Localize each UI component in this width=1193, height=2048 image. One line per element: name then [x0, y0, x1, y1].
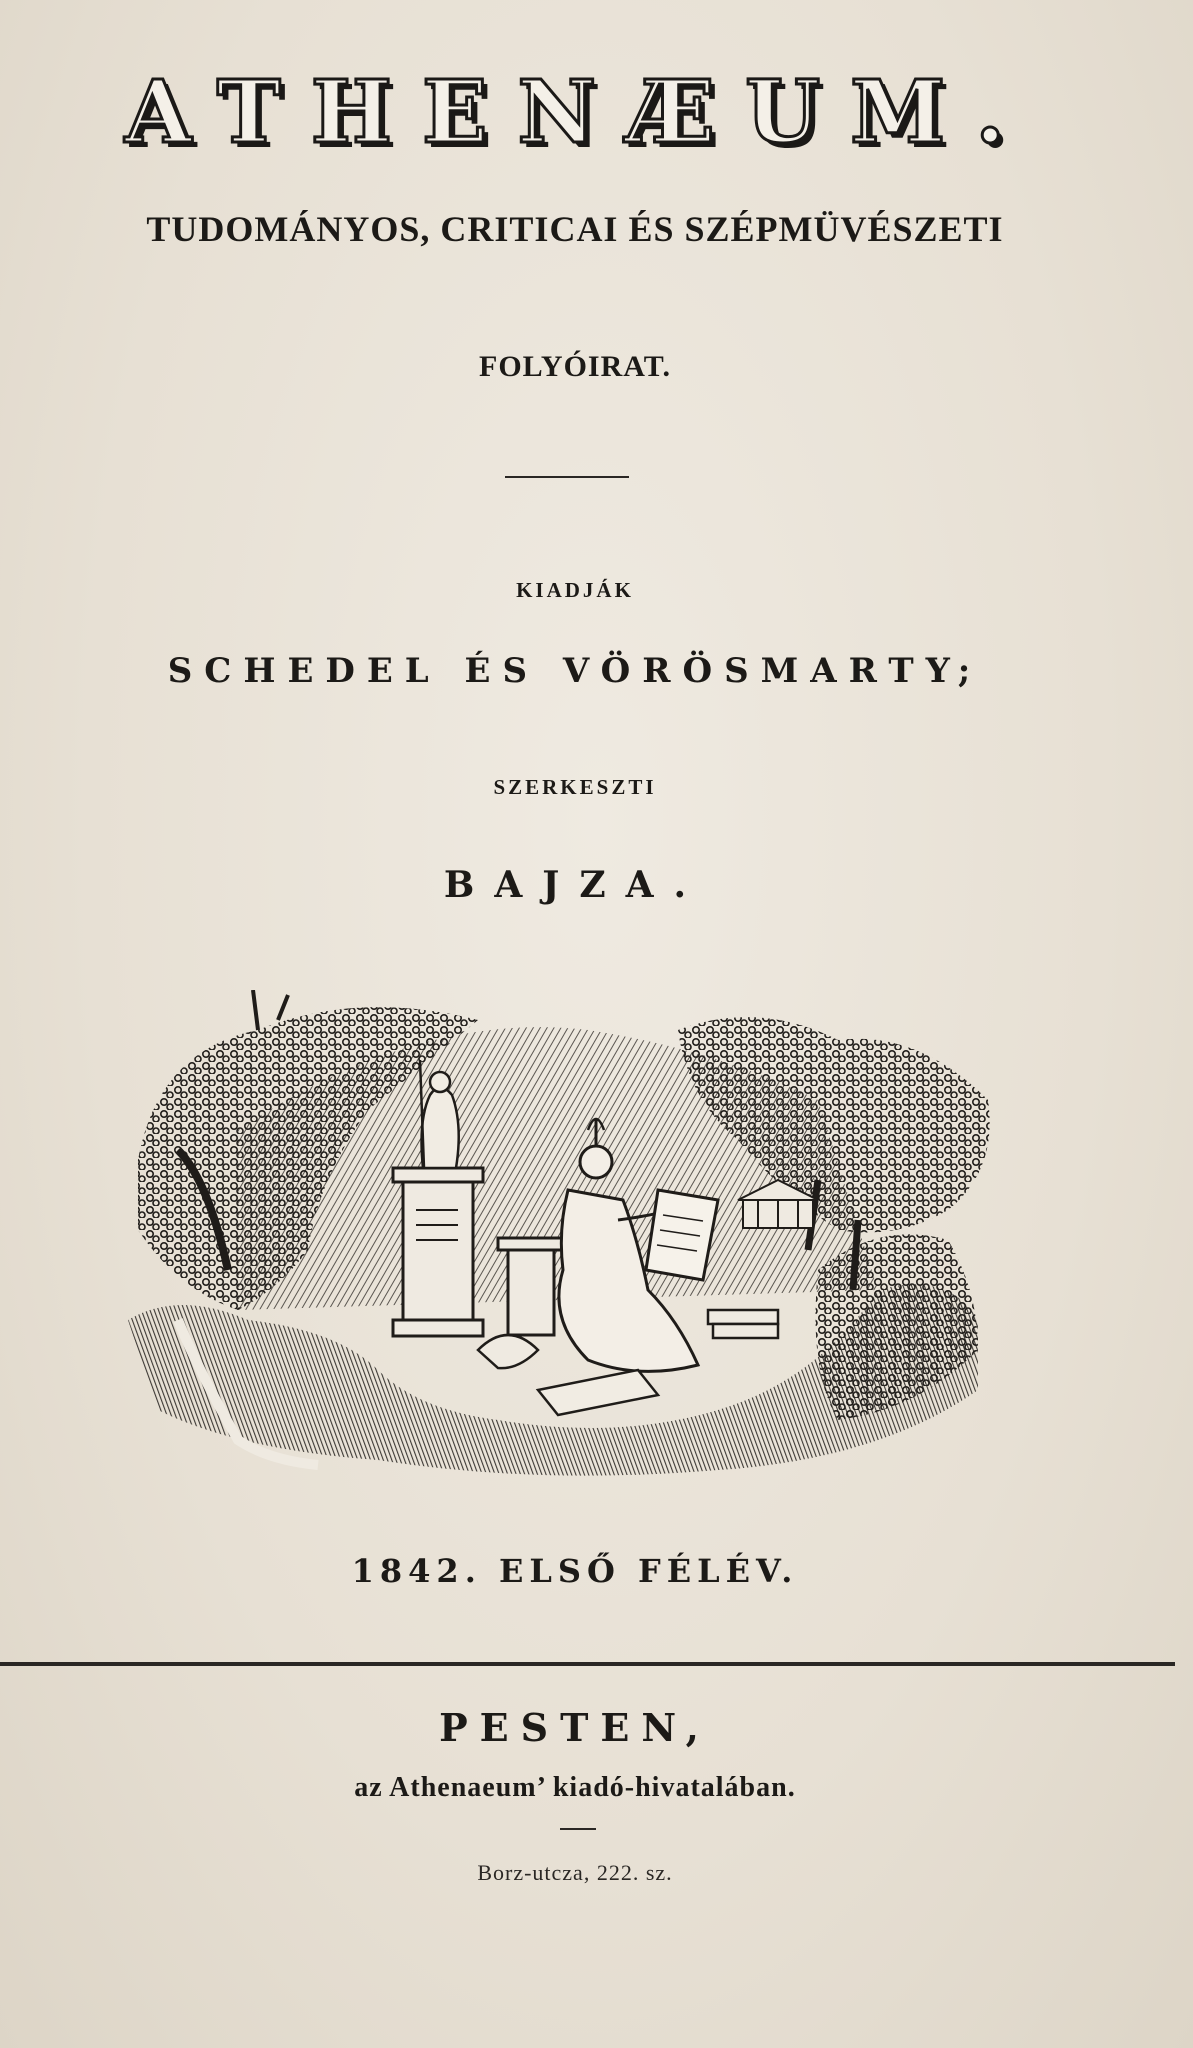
small-divider: [560, 1828, 596, 1830]
edited-by-label: SZERKESZTI: [493, 775, 657, 799]
publishers: SCHEDEL ÉS VÖRÖSMARTY;: [167, 651, 983, 691]
imprint-office: az Athenaeum’ kiadó-hivatalában.: [354, 1772, 796, 1803]
imprint-address: Borz-utcza, 222. sz.: [477, 1860, 673, 1885]
lyre: [478, 1335, 538, 1368]
imprint-place: PESTEN,: [439, 1705, 711, 1750]
column-stump: [508, 1245, 554, 1335]
divider-rule: [505, 476, 629, 478]
published-by-label: KIADJÁK: [516, 578, 634, 602]
editor: BAJZA.: [443, 864, 707, 906]
vignette-engraving: [118, 990, 1002, 1490]
issue-date: 1842. ELSŐ FÉLÉV.: [351, 1552, 799, 1590]
genre-label: FOLYÓIRAT.: [479, 350, 671, 383]
statue: [422, 1088, 459, 1169]
masthead-title: ATHENÆUM.: [124, 62, 1036, 163]
page-rule: [0, 1662, 1175, 1666]
books: [708, 1310, 778, 1324]
subtitle: TUDOMÁNYOS, CRITICAI ÉS SZÉPMÜVÉSZETI: [146, 209, 1004, 249]
pedestal: [403, 1175, 473, 1325]
